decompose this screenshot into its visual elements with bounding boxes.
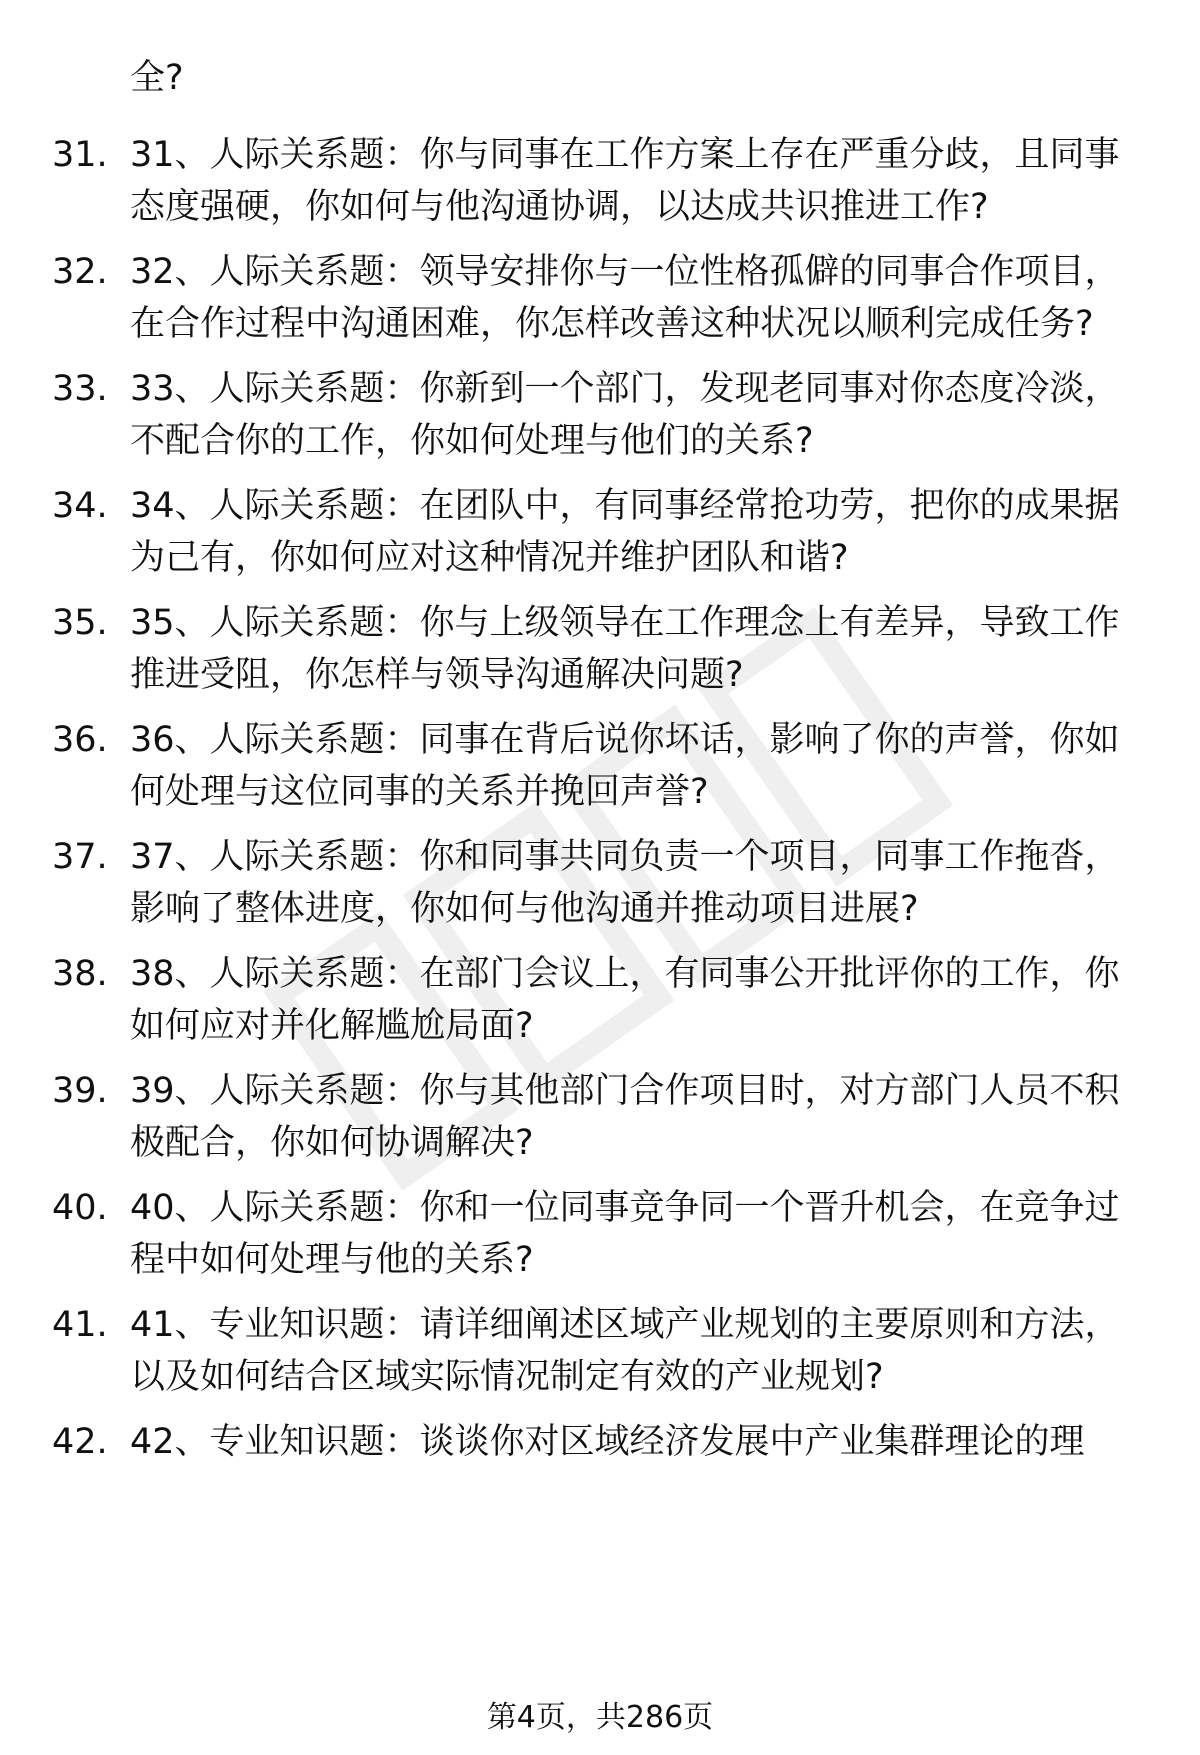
item-number: 35. — [52, 603, 108, 643]
item-text: 41、专业知识题：请详细阐述区域产业规划的主要原则和方法， 以及如何结合区域实际情况制定有效的产业规划? — [130, 1305, 1120, 1397]
item-text: 33、人际关系题：你新到一个部门，发现老同事对你态度冷淡， 不配合你的工作，你如何处理与他们的关系? — [130, 369, 1120, 461]
item-text: 40、人际关系题：你和一位同事竞争同一个晋升机会，在竞争过 程中如何处理与他的关系? — [130, 1188, 1120, 1280]
item-number: 33. — [52, 369, 108, 409]
carryover-text: 全? — [130, 58, 184, 98]
page-footer: 第4页，共286页 — [486, 1700, 714, 1735]
item-number: 41. — [52, 1305, 108, 1345]
item-text: 31、人际关系题：你与同事在工作方案上存在严重分歧，且同事 态度强硬，你如何与他沟通协调，以达成共识推进工作? — [130, 135, 1120, 227]
item-number: 31. — [52, 135, 108, 175]
item-text: 32、人际关系题：领导安排你与一位性格孤僻的同事合作项目， 在合作过程中沟通困难，你怎样改善这种状况以顺利完成任务? — [130, 252, 1120, 344]
item-text: 42、专业知识题：谈谈你对区域经济发展中产业集群理论的理 — [130, 1422, 1085, 1462]
item-number: 40. — [52, 1188, 108, 1228]
item-number: 42. — [52, 1422, 108, 1462]
item-number: 38. — [52, 954, 108, 994]
item-number: 37. — [52, 837, 108, 877]
item-number: 36. — [52, 720, 108, 760]
item-number: 34. — [52, 486, 108, 526]
item-text: 39、人际关系题：你与其他部门合作项目时，对方部门人员不积 极配合，你如何协调解决? — [130, 1071, 1120, 1163]
item-number: 32. — [52, 252, 108, 292]
item-text: 36、人际关系题：同事在背后说你坏话，影响了你的声誉，你如 何处理与这位同事的关系并挽回声誉? — [130, 720, 1120, 812]
item-text: 34、人际关系题：在团队中，有同事经常抢功劳，把你的成果据 为己有，你如何应对这种情况并维护团队和谐? — [130, 486, 1120, 578]
item-number: 39. — [52, 1071, 108, 1111]
item-text: 38、人际关系题：在部门会议上，有同事公开批评你的工作，你 如何应对并化解尴尬局面? — [130, 954, 1120, 1046]
item-text: 35、人际关系题：你与上级领导在工作理念上有差异，导致工作 推进受阻，你怎样与领导沟通解决问题? — [130, 603, 1120, 695]
item-text: 37、人际关系题：你和同事共同负责一个项目，同事工作拖沓， 影响了整体进度，你如何与他沟通并推动项目进展? — [130, 837, 1120, 929]
